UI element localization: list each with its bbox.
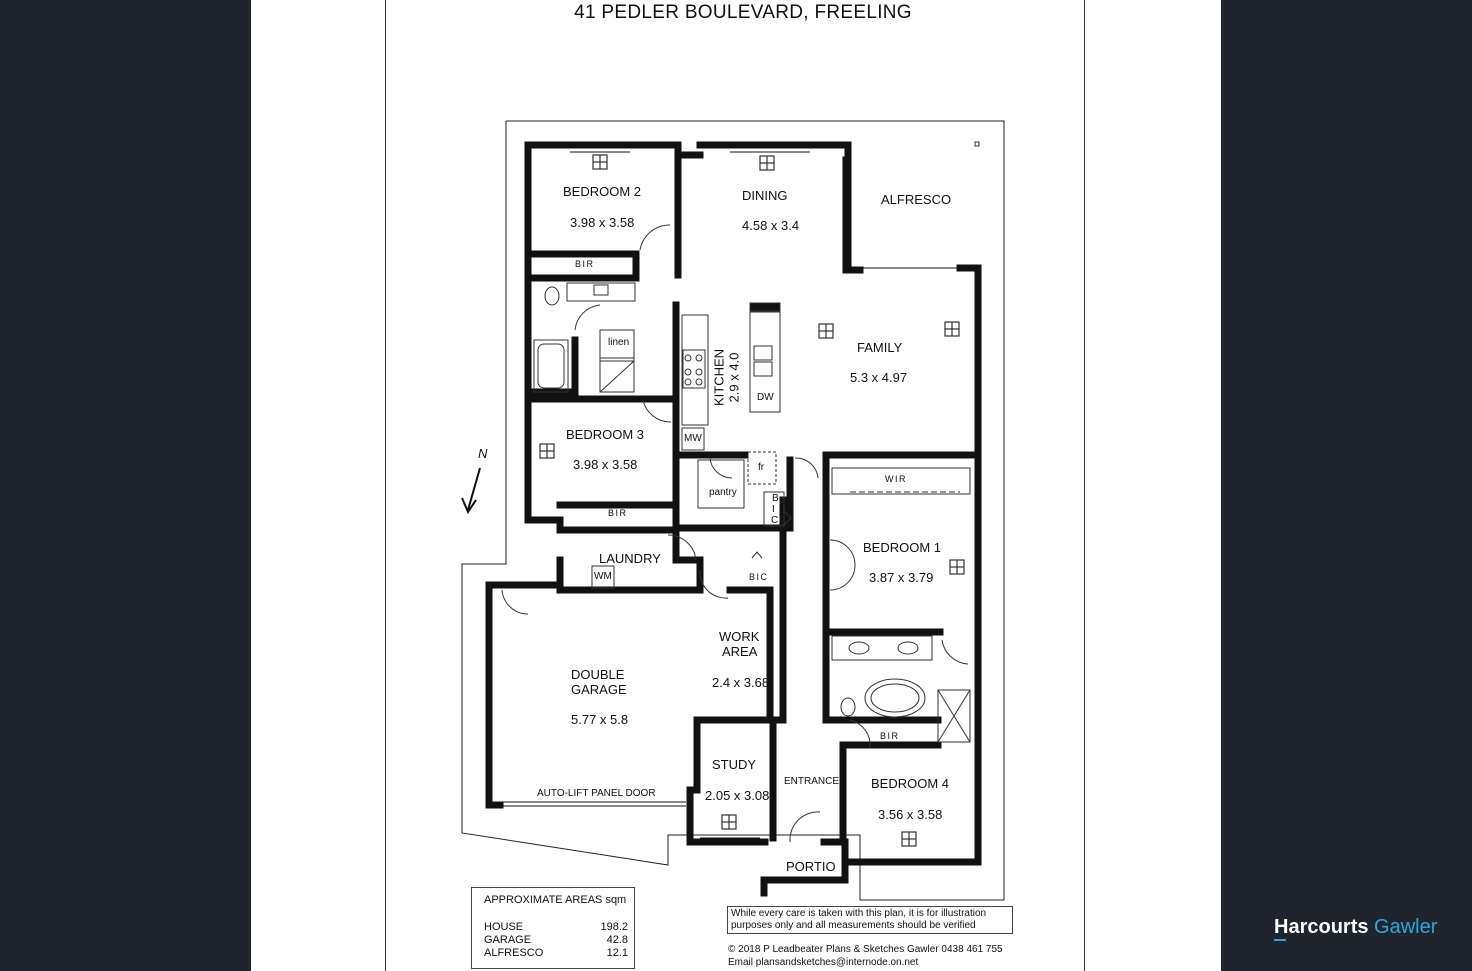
work-area-label-2: AREA — [722, 644, 758, 659]
plan-title: 41 PEDLER BOULEVARD, FREELING — [574, 2, 912, 23]
work-area-size: 2.4 x 3.68 — [712, 675, 770, 690]
bedroom4-bir: BIR — [880, 731, 900, 741]
dishwasher-label: DW — [757, 392, 774, 403]
areas-row-value: 198.2 — [600, 921, 628, 933]
garage-label-2: GARAGE — [571, 682, 627, 697]
areas-row-label: HOUSE — [484, 921, 524, 933]
bedroom2-label: BEDROOM 2 — [563, 184, 642, 199]
areas-row — [484, 921, 632, 933]
microwave-label: MW — [684, 433, 702, 444]
areas-row-value: 42.8 — [606, 934, 628, 946]
bedroom3-size: 3.98 x 3.58 — [573, 457, 638, 472]
work-area-bic: BIC — [749, 572, 769, 582]
disclaimer: While every care is taken with this plan, it is for illustration purposes only and all measurements should be verified — [727, 906, 1013, 934]
study-label: STUDY — [712, 757, 757, 772]
brand-office: Gawler — [1374, 916, 1438, 938]
credit-line-2: Email plansandsketches@internode.on.net — [728, 957, 919, 968]
bedroom2-size: 3.98 x 3.58 — [570, 215, 635, 230]
areas-table — [471, 887, 635, 969]
dining-size: 4.58 x 3.4 — [742, 218, 800, 233]
washing-machine-label: WM — [594, 571, 612, 582]
bedroom4-size: 3.56 x 3.58 — [878, 807, 943, 822]
credit-line-1: © 2018 P Leadbeater Plans & Sketches Gawler 0438 461 755 — [728, 944, 1003, 955]
credit — [728, 943, 1003, 969]
garage-size: 5.77 x 5.8 — [571, 712, 629, 727]
areas-row-label: GARAGE — [484, 934, 532, 946]
fridge-label: fr — [758, 462, 765, 473]
areas-heading: APPROXIMATE AREAS sqm — [484, 894, 627, 906]
linen-label: linen — [608, 337, 630, 348]
bedroom1-label: BEDROOM 1 — [863, 540, 942, 555]
hall-bic-b: B — [772, 493, 779, 504]
kitchen-size: 2.9 x 4.0 — [726, 352, 742, 403]
bedroom3-bir: BIR — [608, 508, 628, 518]
bedroom1-wir: WIR — [885, 474, 907, 484]
pantry-label: pantry — [709, 487, 737, 498]
north-arrow — [462, 468, 480, 512]
areas-row-label: ALFRESCO — [484, 947, 544, 959]
hall-bic-i: I — [772, 504, 775, 515]
areas-row — [484, 947, 632, 959]
garage-door-label: AUTO-LIFT PANEL DOOR — [537, 788, 656, 799]
garage-label-1: DOUBLE — [571, 667, 625, 682]
north-label: N — [478, 446, 488, 461]
portio-label: PORTIO — [786, 859, 836, 874]
bedroom4-label: BEDROOM 4 — [871, 776, 950, 791]
study-size: 2.05 x 3.08 — [705, 788, 770, 803]
hall-bic-c: C — [771, 515, 779, 526]
kitchen-label: KITCHEN — [711, 348, 727, 407]
bedroom2-bir: BIR — [575, 259, 595, 269]
spa-bath — [865, 679, 925, 717]
bedroom3-label: BEDROOM 3 — [566, 427, 645, 442]
alfresco-label: ALFRESCO — [881, 192, 952, 207]
family-label: FAMILY — [857, 340, 903, 355]
family-size: 5.3 x 4.97 — [850, 370, 908, 385]
work-area-label-1: WORK — [719, 629, 760, 644]
brand-name: Harcourts — [1274, 916, 1369, 938]
dining-label: DINING — [742, 188, 788, 203]
brand-logo — [1274, 916, 1437, 939]
bedroom1-size: 3.87 x 3.79 — [869, 570, 934, 585]
entrance-label: ENTRANCE — [784, 776, 840, 787]
laundry-label: LAUNDRY — [599, 551, 661, 566]
areas-row — [484, 934, 632, 946]
brand-underline — [1274, 939, 1286, 941]
areas-row-value: 12.1 — [606, 947, 628, 959]
toilet — [545, 287, 559, 305]
bathtub — [534, 340, 568, 392]
